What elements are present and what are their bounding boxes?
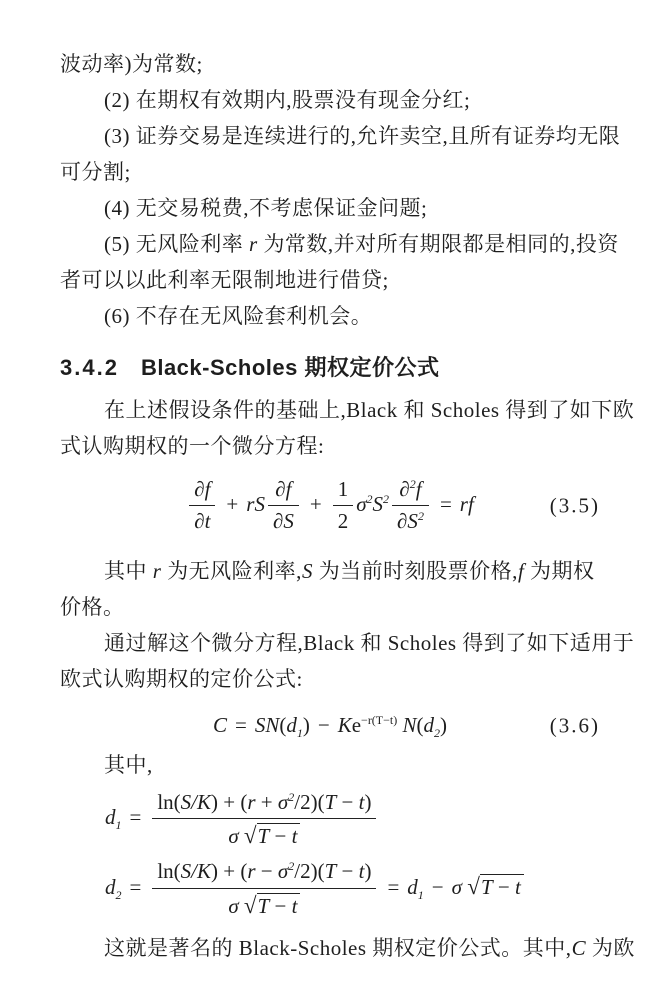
math-token: T xyxy=(257,823,270,848)
text-line xyxy=(60,930,635,966)
text-run: 为欧 xyxy=(586,936,635,961)
math-token: σ xyxy=(228,823,244,848)
fraction-numerator xyxy=(333,476,354,506)
text-run: 其中 xyxy=(104,559,153,584)
text-line xyxy=(60,625,635,661)
text-line xyxy=(60,190,600,226)
equation-3-5-tag: (3.5) xyxy=(549,493,600,518)
math-token: T xyxy=(257,893,270,918)
math-token: N xyxy=(402,713,417,738)
text-line xyxy=(60,661,600,697)
superscript: 2 xyxy=(288,859,295,874)
text-run: 为当前时刻股票价格, xyxy=(312,559,518,584)
math-token: S/K xyxy=(180,859,212,884)
text-run: 这就是著名的 Black-Scholes 期权定价公式。其中, xyxy=(104,936,572,961)
paragraph-solution xyxy=(60,625,635,697)
math-variable: f xyxy=(517,559,525,584)
math-operator: = xyxy=(129,875,142,900)
fraction xyxy=(392,476,429,535)
superscript: 2 xyxy=(417,509,424,524)
math-token: σ xyxy=(451,875,468,900)
text-run: (2) 在期权有效期内,股票没有现金分红; xyxy=(104,88,471,112)
math-token: − xyxy=(255,859,278,884)
fraction xyxy=(268,476,299,535)
math-token: ) + ( xyxy=(211,789,248,814)
text-line xyxy=(60,82,600,118)
text-line xyxy=(60,589,600,625)
text-line xyxy=(60,298,600,334)
math-token: ∂t xyxy=(194,509,211,534)
radicand xyxy=(257,893,301,918)
math-token: ln( xyxy=(157,859,181,884)
math-token: ∂f xyxy=(275,477,292,501)
math-token: /2)( xyxy=(294,859,325,884)
paragraph-assumptions xyxy=(60,46,621,334)
math-token: + xyxy=(255,789,278,814)
math-operator: − xyxy=(431,875,444,900)
equation-3-5 xyxy=(60,470,600,541)
math-variable: C xyxy=(571,936,587,961)
subscript: 1 xyxy=(115,818,122,833)
math-token: ∂S xyxy=(272,509,294,534)
math-operator: = xyxy=(387,875,400,900)
text-run: 者可以以此利率无限制地进行借贷; xyxy=(60,268,389,292)
section-heading xyxy=(60,352,600,384)
text-run: (3) 证券交易是连续进行的,允许卖空,且所有证券均无限 xyxy=(104,124,621,148)
math-token: K xyxy=(337,713,352,738)
text-run: 为无风险利率, xyxy=(161,559,302,584)
math-token: r xyxy=(247,859,256,884)
text-run: 为常数,并对所有期限都是相同的,投资 xyxy=(257,232,619,256)
equation-3-5-math xyxy=(186,477,474,534)
math-token: ∂$^2$ xyxy=(399,477,416,501)
math-token: $\sigma^2$ xyxy=(277,789,295,814)
radicand xyxy=(257,823,301,848)
math-token: t xyxy=(514,875,521,900)
math-variable: r xyxy=(152,559,162,584)
fraction-denominator xyxy=(392,506,429,535)
math-operator: = xyxy=(129,805,142,830)
math-token: rf xyxy=(459,491,474,516)
math-operator: = xyxy=(439,491,452,516)
equation-3-6-math xyxy=(212,713,447,741)
math-token: ln( xyxy=(157,789,181,814)
math-token: $d_2$ xyxy=(105,875,122,903)
equation-3-6-tag: (3.6) xyxy=(549,713,600,738)
superscript: −r(T−t) xyxy=(361,713,398,728)
fraction-numerator xyxy=(189,476,215,506)
radical-sign: √ xyxy=(243,821,257,848)
math-token: T xyxy=(480,875,493,900)
text-line xyxy=(60,553,600,589)
math-token: − xyxy=(336,859,359,884)
math-variable: r xyxy=(249,232,258,256)
math-operator: = xyxy=(235,713,247,738)
text-run: 可分割; xyxy=(60,160,131,184)
math-token: $d_1$ xyxy=(407,875,424,903)
math-token: ) xyxy=(440,713,447,738)
math-token: t xyxy=(358,789,365,814)
math-operator: + xyxy=(226,491,239,516)
text-line xyxy=(60,747,600,783)
math-token: $\sigma^2$ xyxy=(277,859,295,884)
math-token: ) + ( xyxy=(211,859,248,884)
math-token: T xyxy=(324,789,337,814)
text-line xyxy=(60,392,635,428)
paragraph-where xyxy=(60,747,600,783)
math-token: ∂f xyxy=(194,477,211,501)
math-token: /2)( xyxy=(294,789,325,814)
text-line xyxy=(60,428,600,464)
math-token: r xyxy=(247,789,256,814)
fraction-numerator xyxy=(392,476,429,506)
math-token: S/K xyxy=(180,789,212,814)
subscript: 1 xyxy=(296,726,303,741)
square-root xyxy=(244,892,301,920)
text-run: 其中, xyxy=(104,752,153,777)
math-token: t xyxy=(291,893,298,918)
text-run: 在上述假设条件的基础上,Black 和 Scholes 得到了如下欧 xyxy=(104,398,635,422)
fraction-denominator xyxy=(189,506,215,535)
radicand xyxy=(480,874,524,899)
text-line xyxy=(60,46,600,82)
fraction xyxy=(152,858,376,920)
text-run: 为期权 xyxy=(524,559,595,584)
equation-d1 xyxy=(60,789,600,851)
text-line xyxy=(60,154,600,190)
subscript: 1 xyxy=(417,888,424,903)
math-token: ) xyxy=(302,713,310,738)
math-token: t xyxy=(358,859,365,884)
subscript: 2 xyxy=(115,888,122,903)
text-run: 价格。 xyxy=(60,595,125,620)
math-token: $e^{-r(T-t)}$ xyxy=(351,713,398,738)
math-token: $\sigma^2$ xyxy=(356,491,373,516)
superscript: 2 xyxy=(383,491,390,506)
fraction-numerator xyxy=(152,789,376,819)
paragraph-variable-definitions xyxy=(60,553,600,625)
math-token: − xyxy=(336,789,359,814)
section-title: Black-Scholes 期权定价公式 xyxy=(140,355,440,380)
math-token: 2 xyxy=(337,509,349,534)
math-token: $d_2$ xyxy=(423,713,440,741)
superscript: 2 xyxy=(366,491,373,506)
fraction-denominator xyxy=(152,889,376,921)
math-token: C xyxy=(212,713,227,738)
text-run: 通过解这个微分方程,Black 和 Scholes 得到了如下适用于 xyxy=(104,631,635,656)
superscript: 2 xyxy=(288,789,295,804)
paragraph-closing xyxy=(60,930,635,966)
math-token: 1 xyxy=(337,477,349,501)
math-token: ( xyxy=(416,713,424,738)
fraction-denominator xyxy=(268,506,299,535)
math-token: σ xyxy=(228,893,244,918)
math-token: − xyxy=(492,875,515,900)
text-run: (5) 无风险利率 xyxy=(104,232,249,256)
text-line xyxy=(60,262,600,298)
fraction xyxy=(189,476,215,535)
fraction xyxy=(333,476,354,535)
math-token: $S^2$ xyxy=(372,491,390,516)
math-token: − xyxy=(269,823,292,848)
math-token: $d_1$ xyxy=(105,805,122,833)
text-run: 式认购期权的一个微分方程: xyxy=(60,434,325,458)
math-token: $d_1$ xyxy=(286,713,303,741)
math-token: rS xyxy=(246,491,265,516)
fraction-denominator xyxy=(152,819,376,851)
math-token: ( xyxy=(279,713,287,738)
math-token: t xyxy=(291,823,298,848)
math-operator: − xyxy=(317,713,330,738)
text-run: 欧式认购期权的定价公式: xyxy=(60,667,303,692)
equation-d2 xyxy=(60,858,600,920)
math-token: f xyxy=(415,477,422,501)
section-number: 3.4.2 xyxy=(60,355,119,380)
radical-sign: √ xyxy=(243,891,257,918)
fraction-numerator xyxy=(152,858,376,888)
fraction xyxy=(152,789,376,851)
math-variable: S xyxy=(301,559,313,584)
fraction-denominator xyxy=(333,506,354,535)
math-operator: + xyxy=(309,491,322,516)
text-run: 波动率)为常数; xyxy=(60,52,203,76)
text-line xyxy=(60,226,619,262)
subscript: 2 xyxy=(434,726,440,741)
math-token: − xyxy=(269,893,292,918)
square-root xyxy=(244,822,301,850)
math-token: SN xyxy=(254,713,280,738)
superscript: 2 xyxy=(409,477,416,491)
text-line xyxy=(60,118,621,154)
math-token: $\partial S^2$ xyxy=(397,509,424,534)
text-run: (6) 不存在无风险套利机会。 xyxy=(104,304,373,328)
math-token: ) xyxy=(364,859,372,884)
equation-3-6 xyxy=(60,705,600,746)
math-token: ) xyxy=(364,789,372,814)
radical-sign: √ xyxy=(467,873,480,900)
math-token: T xyxy=(324,859,337,884)
paragraph-intro xyxy=(60,392,635,464)
square-root xyxy=(467,873,524,901)
text-run: (4) 无交易税费,不考虑保证金问题; xyxy=(104,196,428,220)
fraction-numerator xyxy=(268,476,299,506)
